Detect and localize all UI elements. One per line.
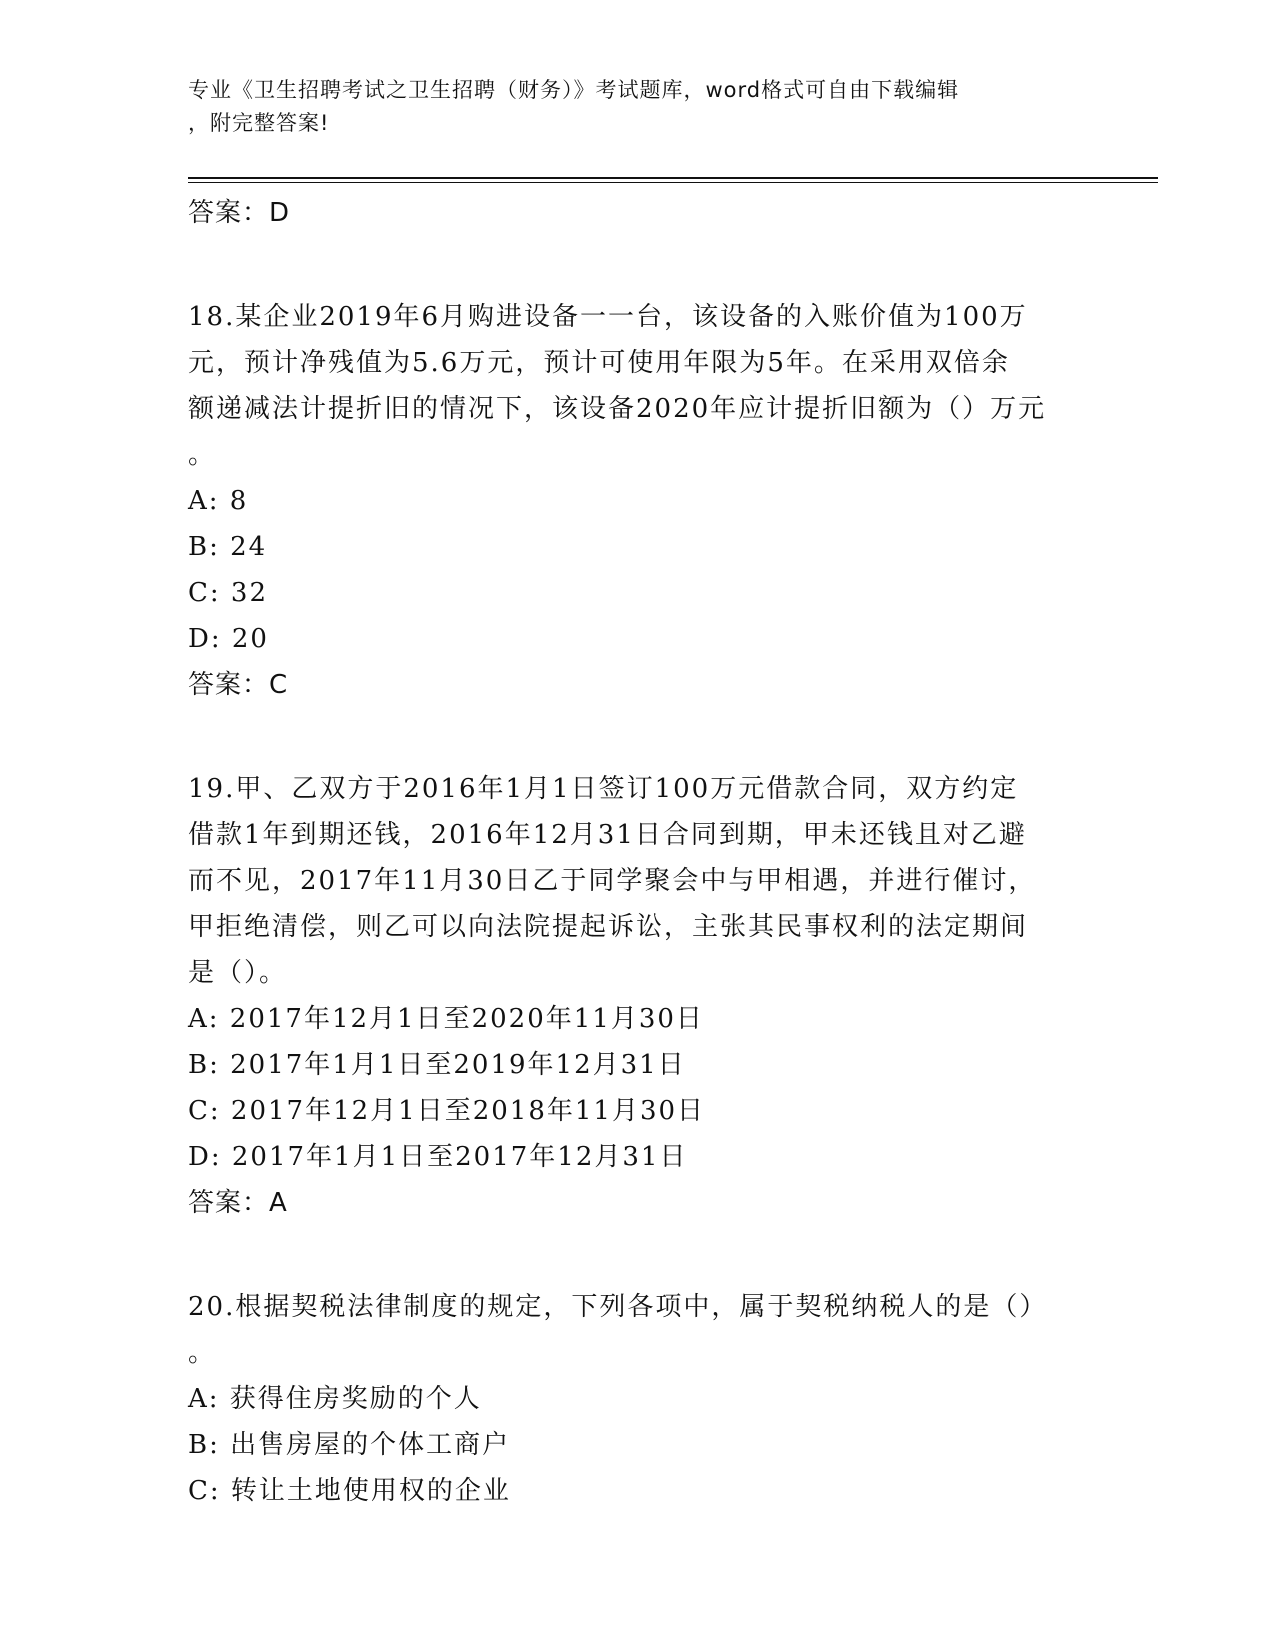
stem-line: 。 [188,1338,217,1368]
option-c: C: 32 [188,578,269,608]
option-d: D: 20 [188,624,269,654]
stem-line: 而不见，2017年11月30日乙于同学聚会中与甲相遇，并进行催讨， [188,866,1037,896]
document-body [188,190,1088,1514]
answer-19: 答案：A [188,1188,288,1218]
option-b: B: 出售房屋的个体工商户 [188,1430,511,1460]
stem-line: 18.某企业2019年6月购进设备一一台，该设备的入账价值为100万 [188,302,1028,332]
stem-line: 甲拒绝清偿，则乙可以向法院提起诉讼，主张其民事权利的法定期间 [188,912,1029,942]
question-stem [188,1284,1088,1376]
stem-line: 元，预计净残值为5.6万元，预计可使用年限为5年。在采用双倍余 [188,348,1010,378]
answer-17: 答案：D [188,198,291,228]
option-a: A: 8 [188,486,249,516]
header-line-1: 专业《卫生招聘考试之卫生招聘（财务）》考试题库，word格式可自由下载编辑 [188,78,960,102]
document-header [188,74,1088,140]
question-stem [188,766,1088,996]
stem-line: 借款1年到期还钱，2016年12月31日合同到期，甲未还钱且对乙避 [188,820,1027,850]
question-stem [188,294,1088,478]
stem-line: 是（）。 [188,958,288,988]
option-b: B: 2017年1月1日至2019年12月31日 [188,1050,686,1080]
option-c: C: 2017年12月1日至2018年11月30日 [188,1096,706,1126]
header-rule-thin [188,182,1158,183]
option-b: B: 24 [188,532,268,562]
option-d: D: 2017年1月1日至2017年12月31日 [188,1142,688,1172]
stem-line: 20.根据契税法律制度的规定，下列各项中，属于契税纳税人的是（） [188,1292,1048,1322]
header-line-2: ，附完整答案! [188,111,330,135]
question-20 [188,1284,1088,1514]
option-a: A: 2017年12月1日至2020年11月30日 [188,1004,704,1034]
stem-line: 额递减法计提折旧的情况下，该设备2020年应计提折旧额为（）万元 [188,394,1047,424]
option-a: A: 获得住房奖励的个人 [188,1384,482,1414]
header-rule-thick [188,177,1158,179]
stem-line: 。 [188,440,217,470]
option-c: C: 转让土地使用权的企业 [188,1476,511,1506]
question-19 [188,766,1088,1226]
stem-line: 19.甲、乙双方于2016年1月1日签订100万元借款合同，双方约定 [188,774,1019,804]
question-18 [188,294,1088,708]
answer-18: 答案：C [188,670,289,700]
